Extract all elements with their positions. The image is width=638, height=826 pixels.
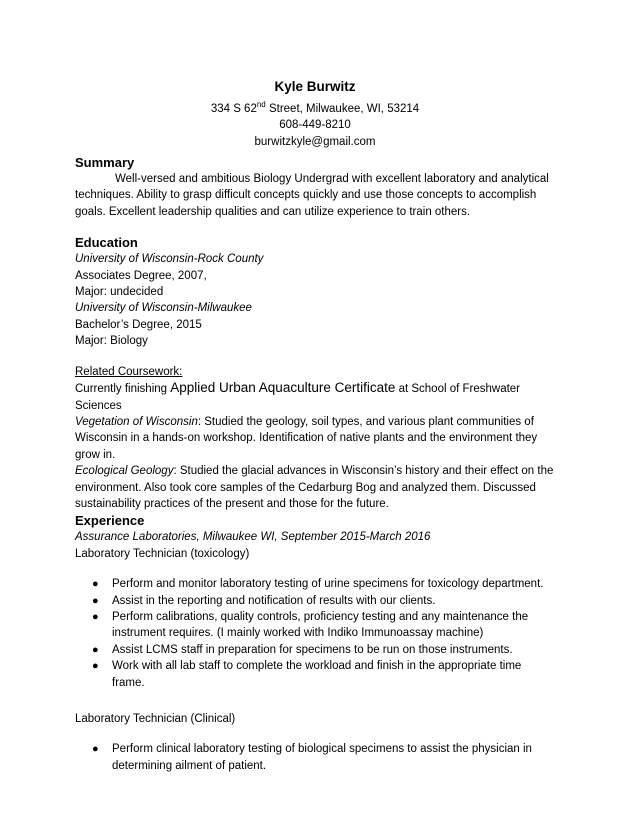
bullet-text: Assist LCMS staff in preparation for specimens to be run on those instruments. <box>112 643 513 656</box>
coursework-label: Related Coursework: <box>75 365 183 378</box>
role-title: Laboratory Technician (toxicology) <box>75 547 250 560</box>
list-item <box>75 609 555 642</box>
school-major: Major: Biology <box>75 335 148 348</box>
address-prefix: 334 S 62 <box>210 102 257 115</box>
email-address: burwitzkyle@gmail.com <box>254 135 376 148</box>
bullet-text: Perform clinical laboratory testing of biological specimens to assist the physician in determining ailment of patient. <box>112 743 532 772</box>
bullet-icon: ● <box>92 594 99 607</box>
list-item <box>75 576 555 592</box>
resume-content <box>75 78 555 774</box>
bullet-icon: ● <box>92 578 99 591</box>
school-degree: Bachelor’s Degree, 2015 <box>75 318 202 331</box>
certificate-name: Applied Urban Aquaculture Certificate <box>170 380 396 396</box>
certificate-prefix: Currently finishing <box>75 383 171 396</box>
address-suffix: Street, Milwaukee, WI, 53214 <box>265 102 420 115</box>
bullet-text: Work with all lab staff to complete the workload and finish in the appropriate time frame. <box>112 660 522 689</box>
list-item <box>75 658 555 691</box>
course-title: Ecological Geology <box>75 465 174 478</box>
role-bullet-list <box>75 741 555 774</box>
role-title: Laboratory Technician (Clinical) <box>75 713 236 726</box>
certificate-suffix: at School of Freshwater Sciences <box>75 383 521 412</box>
list-item <box>75 642 555 658</box>
address-superscript: nd <box>256 100 266 109</box>
employer-line: Assurance Laboratories, Milwaukee WI, September 2015-March 2016 <box>75 531 431 544</box>
certificate-line <box>75 380 555 414</box>
role-bullet-list <box>75 576 555 691</box>
bullet-text: Perform calibrations, quality controls, proficiency testing and any maintenance the instrument requires. (I mainly worked with Indiko Immunoassay machine) <box>112 610 529 640</box>
school-degree: Associates Degree, 2007, <box>75 269 207 282</box>
experience-heading: Experience <box>75 513 145 529</box>
bullet-icon: ● <box>92 610 99 623</box>
course-description: : Studied the glacial advances in Wisconsin’s history and their effect on the environment. Also took core samples of the Cedarburg Bog and analyzed them. Discussed sustainability practices of the present and those for the future. <box>75 465 554 510</box>
bullet-icon: ● <box>92 643 99 656</box>
bullet-icon: ● <box>92 660 99 673</box>
course-item <box>75 463 555 512</box>
education-heading: Education <box>75 235 138 251</box>
address-line <box>75 97 555 117</box>
bullet-icon: ● <box>92 743 99 756</box>
course-description: : Studied the geology, soil types, and various plant communities of Wisconsin in a hands-on workshop. Identification of native plants and the environment they grow in. <box>75 415 538 461</box>
phone-number: 608-449-8210 <box>279 119 351 132</box>
list-item <box>75 741 555 774</box>
course-title: Vegetation of Wisconsin <box>75 415 198 428</box>
bullet-text: Perform and monitor laboratory testing of urine specimens for toxicology department. <box>112 578 544 591</box>
school-major: Major: undecided <box>75 286 164 299</box>
list-item <box>75 593 555 609</box>
candidate-name: Kyle Burwitz <box>274 79 356 94</box>
summary-text: Well-versed and ambitious Biology Undergrad with excellent laboratory and analytical techniques. Ability to grasp difficult concepts quickly and use those concepts to accomplish goals. Excellent leadership qualities and can utilize experience to train others. <box>75 173 549 218</box>
bullet-text: Assist in the reporting and notification of results with our clients. <box>112 594 436 607</box>
course-item <box>75 414 555 463</box>
summary-heading: Summary <box>75 155 135 171</box>
school-name: University of Wisconsin-Rock County <box>75 253 264 266</box>
school-name: University of Wisconsin-Milwaukee <box>75 302 252 315</box>
